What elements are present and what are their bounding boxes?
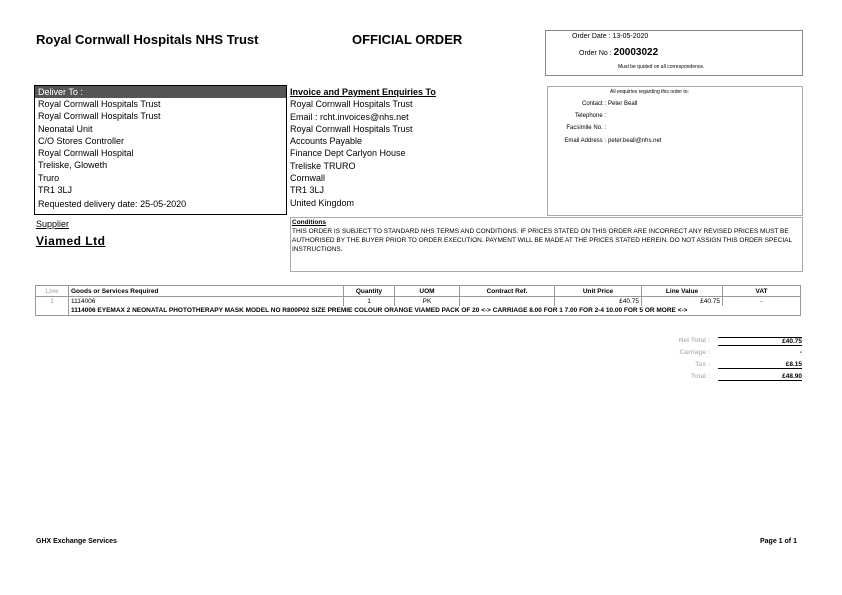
- cell-quantity: 1: [344, 297, 395, 307]
- order-number-label: Order No :: [579, 50, 612, 57]
- carriage-row: [640, 349, 802, 361]
- deliver-line: Royal Cornwall Hospitals Trust: [38, 99, 161, 109]
- col-unit-price: Unit Price: [555, 286, 642, 297]
- tax-row: [640, 361, 802, 373]
- cell-description: 1114006 EYEMAX 2 NEONATAL PHOTOTHERAPY MASK MODEL NO R800P02 SIZE PREMIE COLOUR ORANGE VIAMED PACK OF 20 <-> CARRIAGE 8.00 FOR 1 7.00 FOR 2-4 10.00 FOR 5 OR MORE <->: [69, 306, 801, 316]
- conditions-text: THIS ORDER IS SUBJECT TO STANDARD NHS TERMS AND CONDITIONS. IF PRICES STATED ON THIS ORDER ARE INCORRECT ANY REVISED PRICES MUST BE AUTHORISED BY THE BUYER PRIOR TO ORDER EXECUTION. PAYMENT WILL BE MADE AT THE PRICES STATED HEREIN. DO NOT ASSIGN THIS ORDER SPECIAL INSTRUCTIONS.: [292, 228, 792, 253]
- net-total-value: £40.75: [718, 337, 802, 346]
- order-number: 20003022: [613, 47, 659, 58]
- supplier-name: Viamed Ltd: [36, 234, 106, 248]
- col-uom: UOM: [395, 286, 460, 297]
- document-title: OFFICIAL ORDER: [352, 32, 463, 47]
- order-info-box: [545, 30, 803, 76]
- page-number: Page 1 of 1: [760, 538, 797, 545]
- invoice-line: Email : rcht.invoices@nhs.net: [290, 111, 409, 122]
- requested-delivery-date: Requested delivery date: 25-05-2020: [38, 199, 187, 210]
- deliver-line: Royal Cornwall Hospital: [38, 148, 134, 159]
- deliver-to-label: Deliver To :: [35, 86, 286, 98]
- deliver-line: Treliske, Gloweth: [38, 160, 108, 171]
- order-note: Must be quoted on all correspondence.: [618, 64, 705, 70]
- total-value: £48.90: [718, 373, 802, 381]
- tax-value: £8.15: [718, 361, 802, 369]
- cell-unit-price: £40.75: [555, 297, 642, 307]
- order-date: 13-05-2020: [612, 33, 649, 40]
- total-label: Total :: [690, 373, 710, 380]
- carriage-label: Carriage :: [679, 349, 710, 356]
- deliver-line: Truro: [38, 172, 60, 183]
- contact-value: Peter Beall: [608, 101, 638, 107]
- email-value: peter.beall@nhs.net: [608, 138, 662, 144]
- net-total-label: Net Total :: [678, 337, 710, 344]
- invoice-line: Treliske TRURO: [290, 160, 356, 171]
- total-row: [640, 373, 802, 385]
- telephone-label: Telephone :: [574, 113, 606, 119]
- invoice-enquiries: [290, 86, 546, 209]
- cell-contract-ref: [460, 297, 555, 307]
- table-header-row: [36, 286, 801, 297]
- cell-code: 1114006: [69, 297, 344, 307]
- order-lines-table: [35, 285, 801, 316]
- contact-label: Contact :: [581, 101, 606, 107]
- invoice-line: Cornwall: [290, 173, 326, 184]
- deliver-line: TR1 3LJ: [38, 185, 73, 196]
- invoice-line: Royal Cornwall Hospitals Trust: [290, 123, 413, 134]
- order-date-label: Order Date :: [572, 33, 611, 40]
- conditions-label: Conditions: [292, 219, 326, 226]
- invoice-line: United Kingdom: [290, 197, 355, 208]
- net-total-row: [640, 337, 802, 349]
- footer-provider: GHX Exchange Services: [36, 538, 117, 545]
- cell-line: 1: [36, 297, 69, 307]
- deliver-line: Neonatal Unit: [38, 123, 93, 134]
- deliver-line: C/O Stores Controller: [38, 135, 125, 146]
- conditions-box: [290, 217, 803, 272]
- fax-label: Facsimile No. :: [566, 125, 606, 131]
- invoice-line: Royal Cornwall Hospitals Trust: [290, 99, 413, 110]
- carriage-value: -: [799, 349, 802, 356]
- order-number-row: [579, 47, 658, 58]
- invoice-line: Finance Dept Carlyon House: [290, 148, 406, 159]
- enquiries-title: All enquiries regarding this order to:: [610, 89, 689, 95]
- col-line: Line: [36, 286, 69, 297]
- deliver-line: Royal Cornwall Hospitals Trust: [38, 111, 161, 122]
- cell-vat: -: [723, 297, 801, 307]
- tax-label: Tax :: [695, 361, 710, 368]
- col-goods: Goods or Services Required: [69, 286, 344, 297]
- cell-empty: [36, 306, 69, 316]
- col-contract-ref: Contract Ref.: [460, 286, 555, 297]
- invoice-line: Accounts Payable: [290, 136, 363, 147]
- invoice-label: Invoice and Payment Enquiries To: [290, 87, 436, 97]
- cell-line-value: £40.75: [642, 297, 723, 307]
- col-line-value: Line Value: [642, 286, 723, 297]
- col-vat: VAT: [723, 286, 801, 297]
- organisation-name: Royal Cornwall Hospitals NHS Trust: [36, 32, 259, 47]
- deliver-to-box: [34, 85, 287, 215]
- email-label: Email Address :: [564, 138, 606, 144]
- table-row-description: [36, 306, 801, 316]
- invoice-line: TR1 3LJ: [290, 185, 325, 196]
- enquiries-box: [547, 86, 803, 216]
- order-date-row: [572, 33, 648, 40]
- supplier-label: Supplier: [36, 219, 70, 229]
- totals-block: [640, 337, 802, 385]
- cell-uom: PK: [395, 297, 460, 307]
- col-quantity: Quantity: [344, 286, 395, 297]
- table-row: [36, 297, 801, 307]
